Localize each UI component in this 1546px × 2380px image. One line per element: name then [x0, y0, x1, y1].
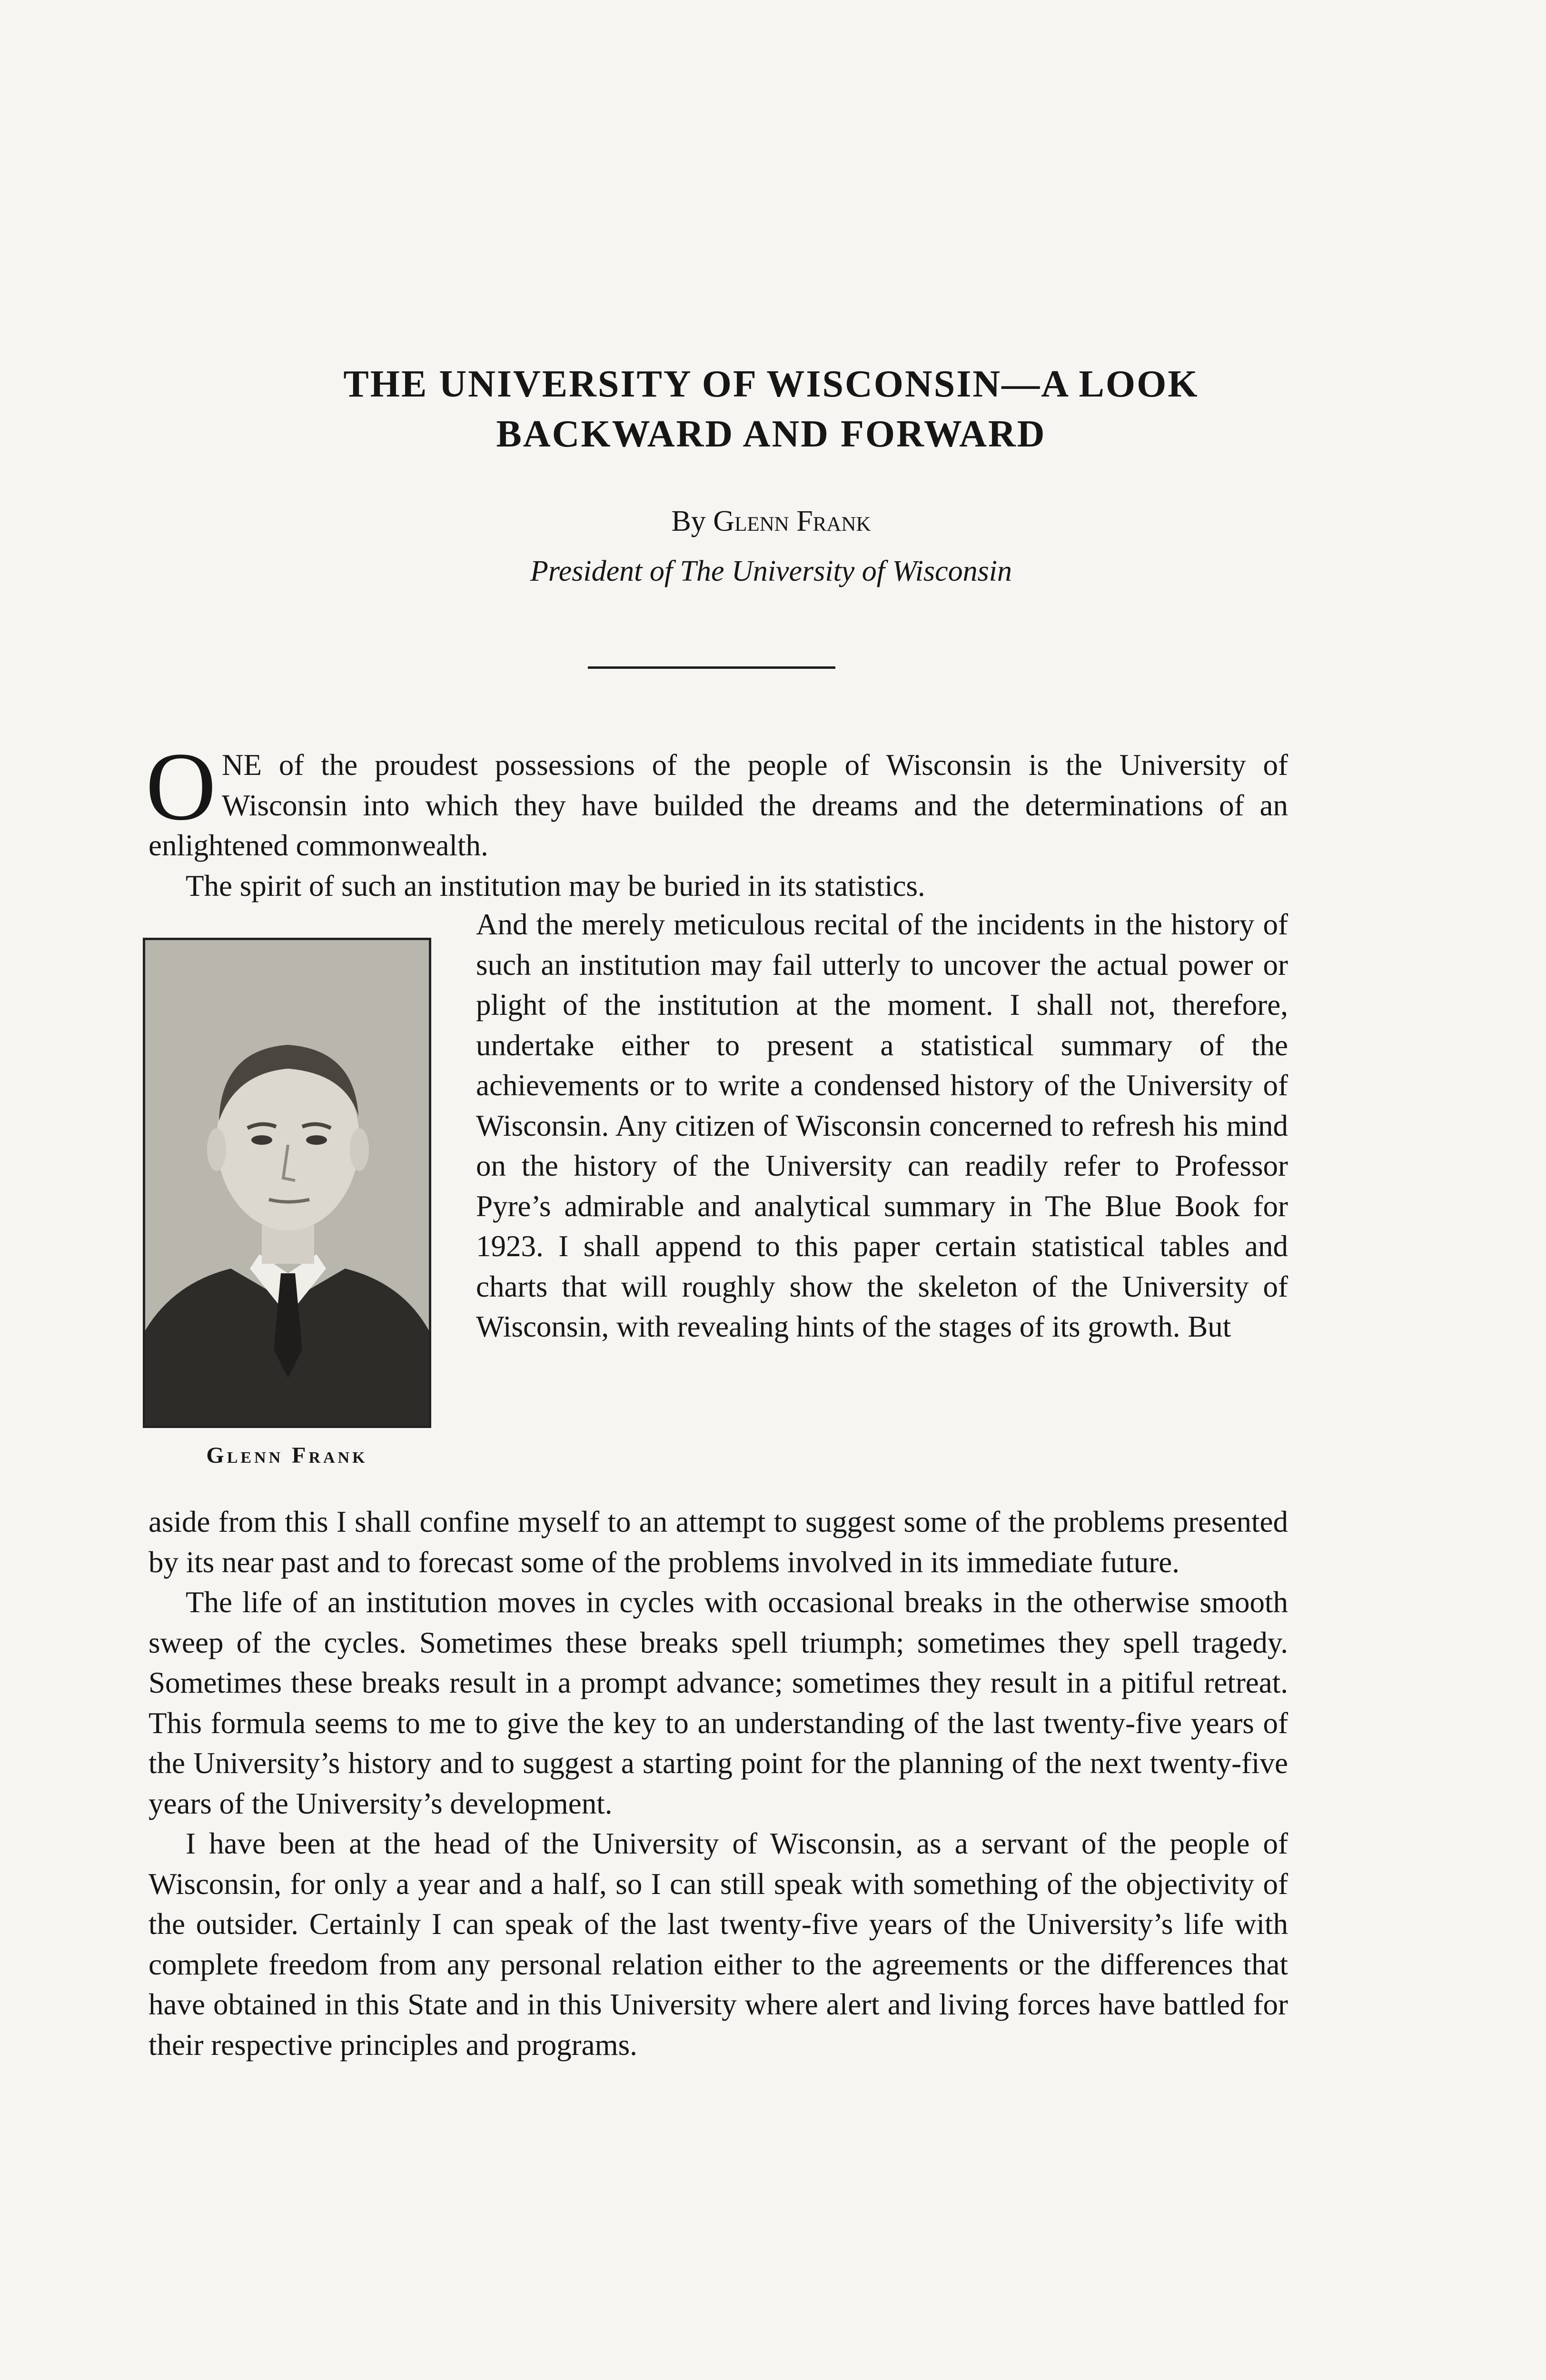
- byline: [143, 502, 1399, 540]
- article-title: [143, 359, 1399, 459]
- author-portrait: [143, 938, 431, 1428]
- title-line-1: THE UNIVERSITY OF WISCONSIN—A LOOK: [343, 363, 1199, 405]
- portrait-illustration: [145, 940, 429, 1426]
- paragraph-1-text: NE of the proudest possessions of the people of Wisconsin is the University of Wisconsin into which they have builded the dreams and the determinations of an enlightened commonwealth.: [149, 748, 1288, 862]
- author-name: Glenn Frank: [713, 505, 871, 537]
- paragraph-3: The life of an institution moves in cycles with occasional breaks in the otherwise smooth sweep of the cycles. Sometimes these breaks spell triumph; sometimes they spell tragedy. Sometimes these breaks result in a prompt advance; sometimes they result in a pitiful retreat. This formula seems to me to give the key to an understanding of the last twenty-five years of the University’s history and to suggest a starting point for the planning of the next twenty-five years of the University’s development.: [149, 1586, 1288, 1820]
- author-affiliation: President of The University of Wisconsin: [530, 555, 1012, 587]
- wrapped-paragraph-text: [476, 904, 1288, 1347]
- opening-paragraphs: [146, 733, 1288, 906]
- closing-paragraphs: [149, 1502, 1288, 2065]
- paragraph-2-wrap: And the merely meticulous recital of the incidents in the history of such an institution may fail utterly to uncover the actual power or plight of the institution at the moment. I shall not, therefore, undertake either to present a statistical summary of the achievements or to write a condensed history of the University of Wisconsin. Any citizen of Wisconsin concerned to refresh his mind on the history of the University can readily refer to Professor Pyre’s admirable and analytical summary in The Blue Book for 1923. I shall append to this paper certain statistical tables and charts that will roughly show the skeleton of the University of Wisconsin, with revealing hints of the stages of its growth. But: [476, 908, 1288, 1343]
- byline-by: By: [671, 505, 706, 537]
- title-divider: [588, 666, 835, 669]
- portrait-caption: Glenn Frank: [206, 1443, 368, 1468]
- paragraph-4: I have been at the head of the University of Wisconsin, as a servant of the people of Wisconsin, for only a year and a half, so I can still speak with something of the objectivity of the outsider. Certainly I can speak of the last twenty-five years of the University’s life with complete freedom from any personal relation either to the agreements or the differences that have obtained in this State and in this University where alert and living forces have battled for their respective principles and programs.: [149, 1827, 1288, 2062]
- paragraph-2-end: aside from this I shall confine myself to an attempt to suggest some of the problems presented by its near past and to forecast some of the problems involved in its immediate future.: [149, 1505, 1288, 1579]
- paragraph-1: [146, 733, 1288, 866]
- paragraph-2-start: The spirit of such an institution may be buried in its statistics.: [186, 869, 925, 902]
- drop-cap: O: [146, 733, 217, 841]
- title-line-2: BACKWARD AND FORWARD: [496, 413, 1046, 455]
